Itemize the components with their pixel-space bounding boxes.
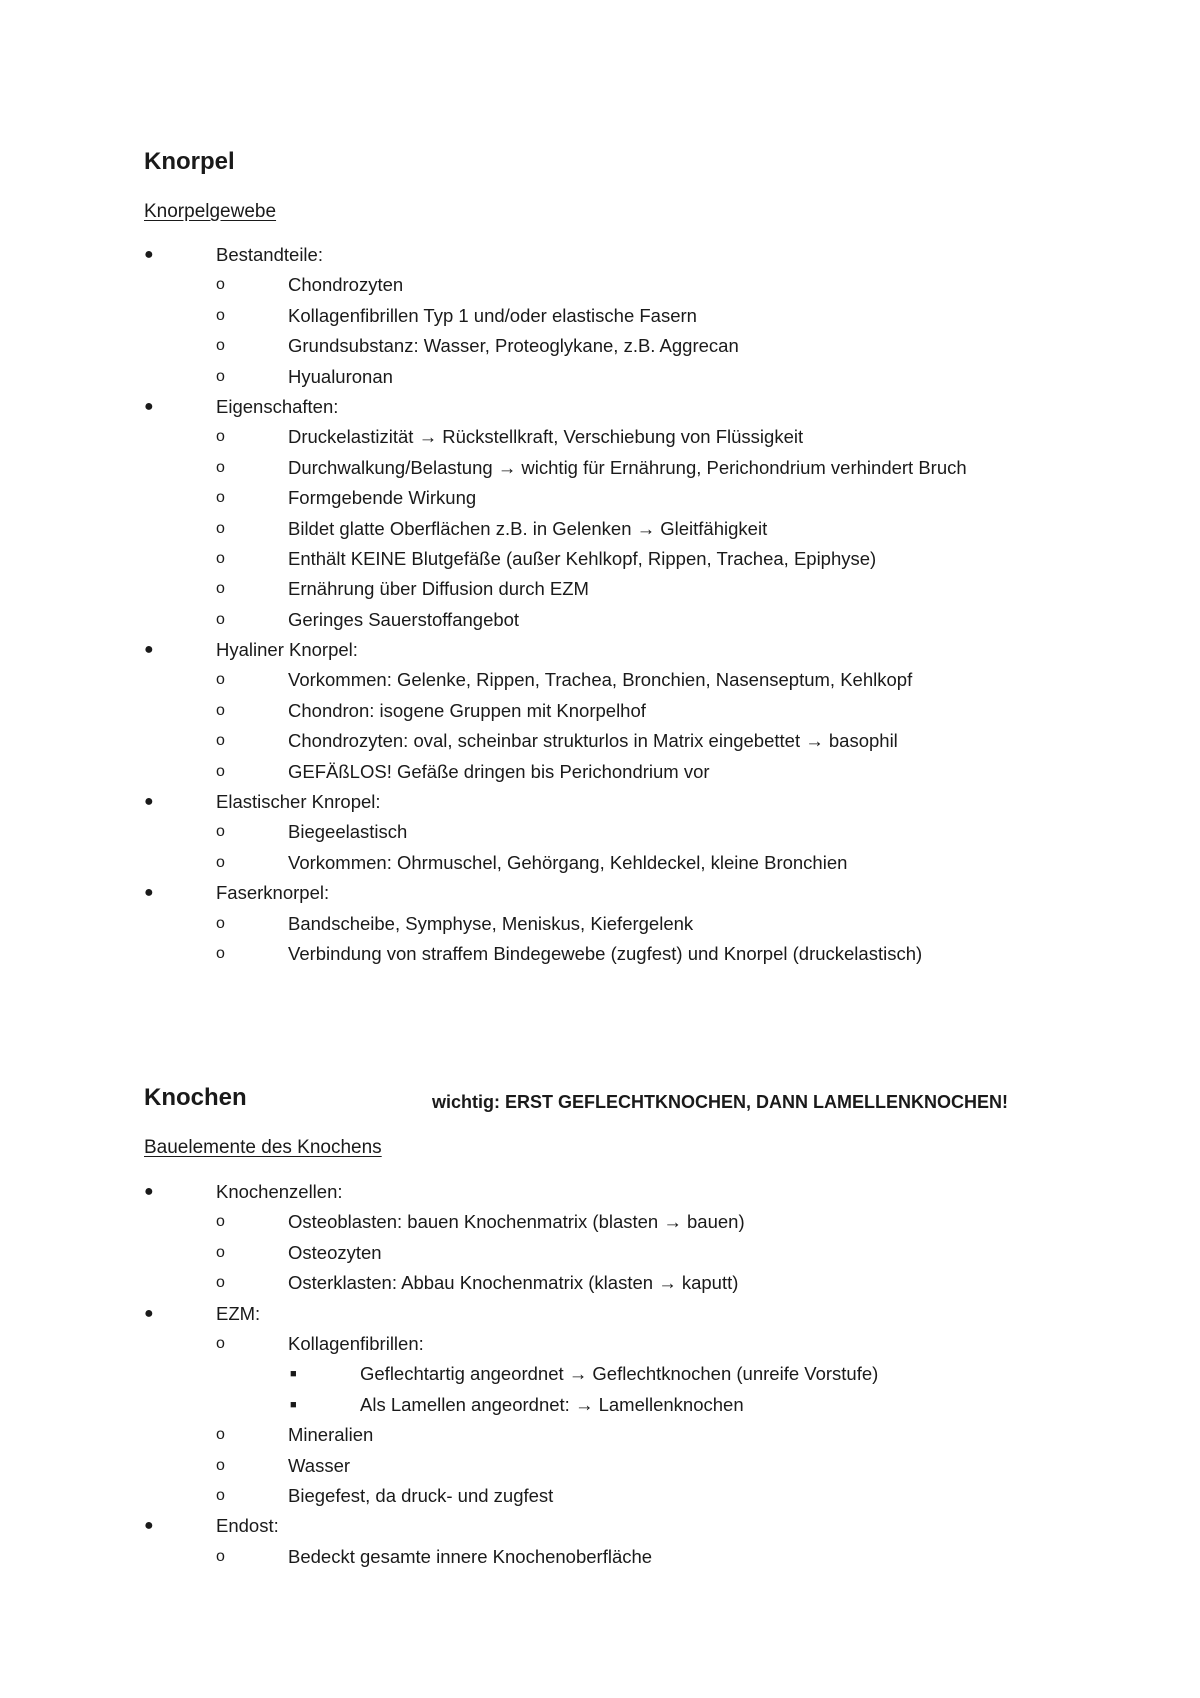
circle-marker-icon: o <box>216 914 225 932</box>
circle-marker-icon: o <box>216 1213 225 1231</box>
list-item: o Osterklasten: Abbau Knochenmatrix (klasten → kaputt) <box>144 1268 1144 1298</box>
list-item: o Bandscheibe, Symphyse, Meniskus, Kiefergelenk <box>144 909 1144 939</box>
section-title-knochen: Knochen <box>144 1084 247 1111</box>
circle-marker-icon: o <box>216 306 225 324</box>
bullet-icon: ● <box>144 246 154 263</box>
bullet-icon: ● <box>144 1183 154 1200</box>
section-title-knorpel: Knorpel <box>144 148 235 175</box>
list-item: o Biegefest, da druck- und zugfest <box>144 1481 1144 1511</box>
knorpel-list <box>144 240 1144 969</box>
list-item: o Kollagenfibrillen Typ 1 und/oder elastische Fasern <box>144 301 1144 331</box>
circle-marker-icon: o <box>216 549 225 567</box>
list-item: o Chondrozyten <box>144 270 1144 300</box>
circle-marker-icon: o <box>216 519 225 537</box>
bullet-icon: ● <box>144 1304 154 1322</box>
circle-marker-icon: o <box>216 276 225 294</box>
circle-marker-icon: o <box>216 1486 225 1504</box>
list-item: o Ernährung über Diffusion durch EZM <box>144 574 1144 604</box>
list-item: o Biegeelastisch <box>144 817 1144 847</box>
circle-marker-icon: o <box>216 853 225 871</box>
circle-marker-icon: o <box>216 1243 225 1261</box>
circle-marker-icon: o <box>216 1426 225 1444</box>
list-item: ● Faserknorpel: o Bandscheibe, Symphyse, Meniskus, Kiefergelenk o Verbindung von straffem Bindegewebe (zugfest) und Knorpel (druckelastisch) <box>144 878 1144 969</box>
circle-marker-icon: o <box>216 1456 225 1474</box>
circle-marker-icon: o <box>216 580 225 598</box>
subsection-title-knorpelgewebe: Knorpelgewebe <box>144 201 277 222</box>
important-note: wichtig: ERST GEFLECHTKNOCHEN, DANN LAMELLENKNOCHEN! <box>432 1092 1008 1112</box>
circle-marker-icon: o <box>216 610 225 628</box>
list-item: ■ Geflechtartig angeordnet → Geflechtknochen (unreife Vorstufe) <box>144 1359 1144 1389</box>
list-item: ● Endost: o Bedeckt gesamte innere Knochenoberfläche <box>144 1511 1144 1572</box>
list-item: o Osteoblasten: bauen Knochenmatrix (blasten → bauen) <box>144 1207 1144 1237</box>
circle-marker-icon: o <box>216 337 225 355</box>
list-item: ● Eigenschaften: o Druckelastizität → Rückstellkraft, Verschiebung von Flüssigkeit o Durchwalkung/Belastung → wichtig für Ernährung, Perichondrium verhindert Bruch o Formgebende Wirkung o Bildet glatte Oberflächen z.B. in Gelenken → Gleitfähigkeit o Enthält KEINE Blutgefäße (außer Kehlkopf, Rippen, Trachea, Epiphyse) o Ernährung über Diffusion durch EZM o Geringes Sauerstoffangebot <box>144 392 1144 635</box>
bullet-icon: ● <box>144 397 154 415</box>
list-item: o Bedeckt gesamte innere Knochenoberfläche <box>144 1542 1144 1572</box>
list-item: o Grundsubstanz: Wasser, Proteoglykane, z.B. Aggrecan <box>144 331 1144 361</box>
circle-marker-icon: o <box>216 428 225 446</box>
circle-marker-icon: o <box>216 367 225 385</box>
list-item: o Formgebende Wirkung <box>144 483 1144 513</box>
list-item: o Durchwalkung/Belastung → wichtig für Ernährung, Perichondrium verhindert Bruch <box>144 453 1144 483</box>
circle-marker-icon: o <box>216 1274 225 1292</box>
list-item: o Hyualuronan <box>144 362 1144 392</box>
square-marker-icon: ■ <box>290 1398 297 1411</box>
circle-marker-icon: o <box>216 762 225 780</box>
circle-marker-icon: o <box>216 1334 225 1352</box>
subsection-title-bauelemente: Bauelemente des Knochens <box>144 1137 382 1158</box>
circle-marker-icon: o <box>216 701 225 719</box>
list-item: o Vorkommen: Ohrmuschel, Gehörgang, Kehldeckel, kleine Bronchien <box>144 848 1144 878</box>
list-item: o Kollagenfibrillen: <box>144 1329 1144 1359</box>
circle-marker-icon: o <box>216 944 225 962</box>
circle-marker-icon: o <box>216 489 225 507</box>
circle-marker-icon: o <box>216 732 225 750</box>
list-item: o Bildet glatte Oberflächen z.B. in Gelenken → Gleitfähigkeit <box>144 514 1144 544</box>
list-item: o Vorkommen: Gelenke, Rippen, Trachea, Bronchien, Nasenseptum, Kehlkopf <box>144 665 1144 695</box>
bullet-icon: ● <box>144 884 154 902</box>
list-item: ● EZM: o Kollagenfibrillen: ■ Geflechtartig angeordnet → Geflechtknochen (unreife Vorstufe) ■ Als Lamellen angeordnet: → Lamellenknochen o Mineralien o Wasser o Biegefest, da druck- und zugfest <box>144 1299 1144 1512</box>
list-item: o Druckelastizität → Rückstellkraft, Verschiebung von Flüssigkeit <box>144 422 1144 452</box>
list-item: o Osteozyten <box>144 1238 1144 1268</box>
knochen-list <box>144 1177 1144 1572</box>
list-item: ● Knochenzellen: o Osteoblasten: bauen Knochenmatrix (blasten → bauen) o Osteozyten o Osterklasten: Abbau Knochenmatrix (klasten → kaputt) <box>144 1177 1144 1299</box>
circle-marker-icon: o <box>216 1547 225 1565</box>
list-item: o Chondrozyten: oval, scheinbar strukturlos in Matrix eingebettet → basophil <box>144 726 1144 756</box>
circle-marker-icon: o <box>216 823 225 841</box>
list-item: o Geringes Sauerstoffangebot <box>144 605 1144 635</box>
bullet-icon: ● <box>144 1517 154 1535</box>
list-item: ● Hyaliner Knorpel: o Vorkommen: Gelenke, Rippen, Trachea, Bronchien, Nasenseptum, Kehlkopf o Chondron: isogene Gruppen mit Knorpelhof o Chondrozyten: oval, scheinbar strukturlos in Matrix eingebettet → basophil o GEFÄßLOS! Gefäße dringen bis Perichondrium vor <box>144 635 1144 787</box>
list-item: ● Bestandteile: o Chondrozyten o Kollagenfibrillen Typ 1 und/oder elastische Fasern o Grundsubstanz: Wasser, Proteoglykane, z.B. Aggrecan o Hyualuronan <box>144 240 1144 392</box>
list-item: o Enthält KEINE Blutgefäße (außer Kehlkopf, Rippen, Trachea, Epiphyse) <box>144 544 1144 574</box>
list-item: o GEFÄßLOS! Gefäße dringen bis Perichondrium vor <box>144 757 1144 787</box>
circle-marker-icon: o <box>216 458 225 476</box>
list-item: o Chondron: isogene Gruppen mit Knorpelhof <box>144 696 1144 726</box>
list-item: ● Elastischer Knropel: o Biegeelastisch o Vorkommen: Ohrmuschel, Gehörgang, Kehldeckel, kleine Bronchien <box>144 787 1144 878</box>
list-item: o Mineralien <box>144 1420 1144 1450</box>
list-item: ■ Als Lamellen angeordnet: → Lamellenknochen <box>144 1390 1144 1420</box>
bullet-icon: ● <box>144 793 154 811</box>
list-item: o Wasser <box>144 1451 1144 1481</box>
square-marker-icon: ■ <box>290 1368 297 1381</box>
bullet-icon: ● <box>144 641 154 659</box>
circle-marker-icon: o <box>216 671 225 689</box>
list-item: o Verbindung von straffem Bindegewebe (zugfest) und Knorpel (druckelastisch) <box>144 939 1144 969</box>
